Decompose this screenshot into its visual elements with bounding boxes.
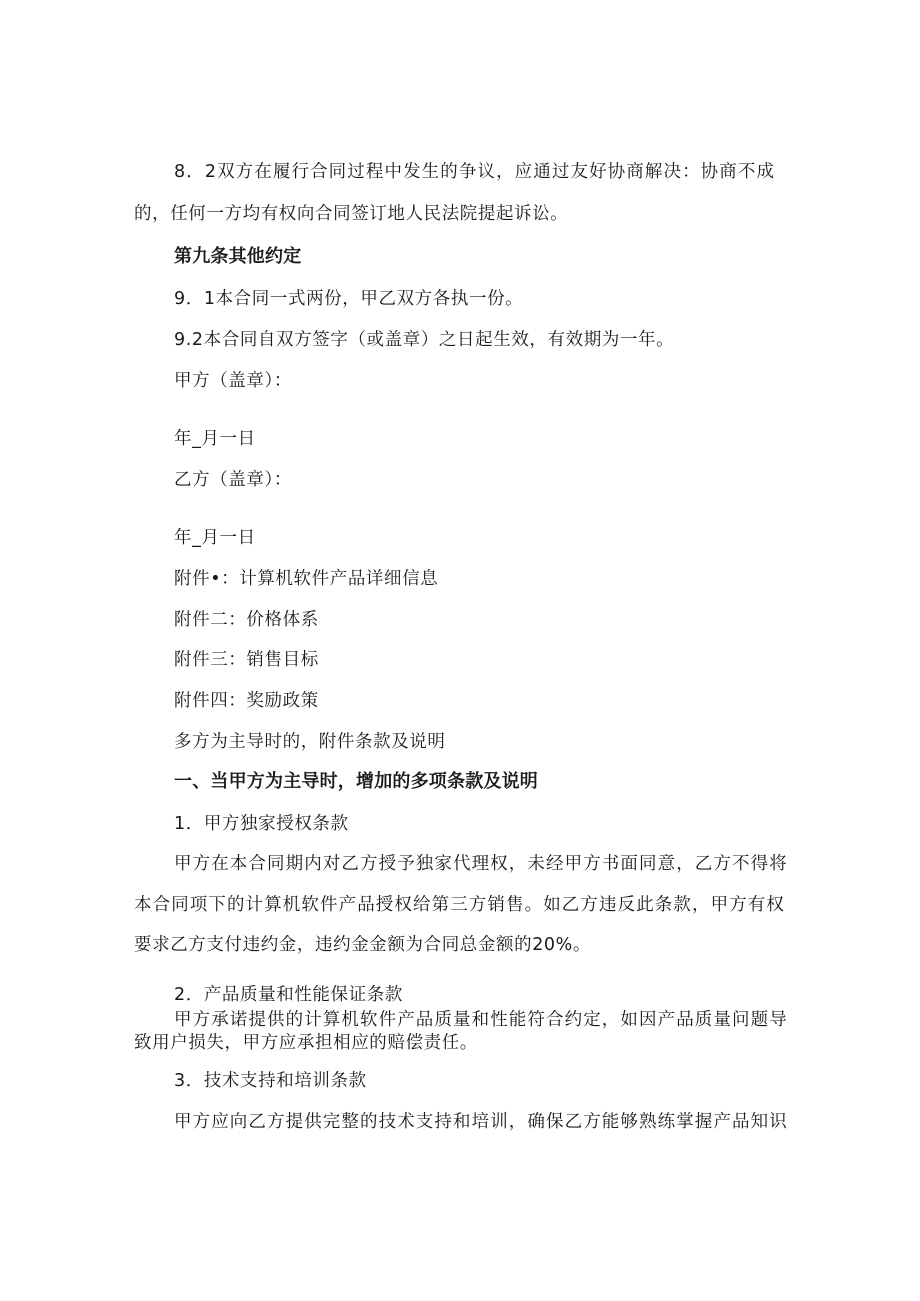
clause-1-line-2: 本合同项下的计算机软件产品授权给第三方销售。如乙方违反此条款，甲方有权 <box>134 895 785 915</box>
paragraph-8-2-line-1: 8．2双方在履行合同过程中发生的争议，应通过友好协商解决：协商不成 <box>174 162 776 182</box>
party-a-seal-label: 甲方（盖章）： <box>174 371 292 391</box>
annex-4: 附件四：奖励政策 <box>174 691 319 711</box>
clause-3-title: 3．技术支持和培训条款 <box>174 1071 367 1091</box>
clause-3-line-1: 甲方应向乙方提供完整的技术支持和培训，确保乙方能够熟练掌握产品知识 <box>174 1112 788 1132</box>
clause-2-line-1: 甲方承诺提供的计算机软件产品质量和性能符合约定，如因产品质量问题导 <box>174 1010 788 1030</box>
paragraph-8-2-line-2: 的，任何一方均有权向合同签订地人民法院提起诉讼。 <box>134 204 569 224</box>
article-9-heading: 第九条其他约定 <box>174 246 302 267</box>
party-b-seal-label: 乙方（盖章）： <box>174 470 292 490</box>
clause-2-title: 2．产品质量和性能保证条款 <box>174 985 403 1005</box>
annex-2: 附件二：价格体系 <box>174 610 319 630</box>
clause-2-line-2: 致用户损失，甲方应承担相应的赔偿责任。 <box>134 1033 478 1053</box>
multi-party-note: 多方为主导时的，附件条款及说明 <box>174 732 446 752</box>
clause-1-line-1: 甲方在本合同期内对乙方授予独家代理权，未经甲方书面同意，乙方不得将 <box>174 854 788 874</box>
party-a-date-line: 年_月一日 <box>174 429 256 449</box>
section-1-heading: 一、当甲方为主导时，增加的多项条款及说明 <box>174 771 538 792</box>
paragraph-9-1: 9．1本合同一式两份，甲乙双方各执一份。 <box>174 289 524 309</box>
paragraph-9-2: 9.2本合同自双方签字（或盖章）之日起生效，有效期为一年。 <box>174 330 675 350</box>
clause-1-title: 1．甲方独家授权条款 <box>174 814 349 834</box>
annex-1: 附件•：计算机软件产品详细信息 <box>174 569 439 589</box>
clause-1-line-3: 要求乙方支付违约金，违约金金额为合同总金额的20%。 <box>134 935 591 955</box>
annex-3: 附件三：销售目标 <box>174 650 319 670</box>
party-b-date-line: 年_月一日 <box>174 528 256 548</box>
